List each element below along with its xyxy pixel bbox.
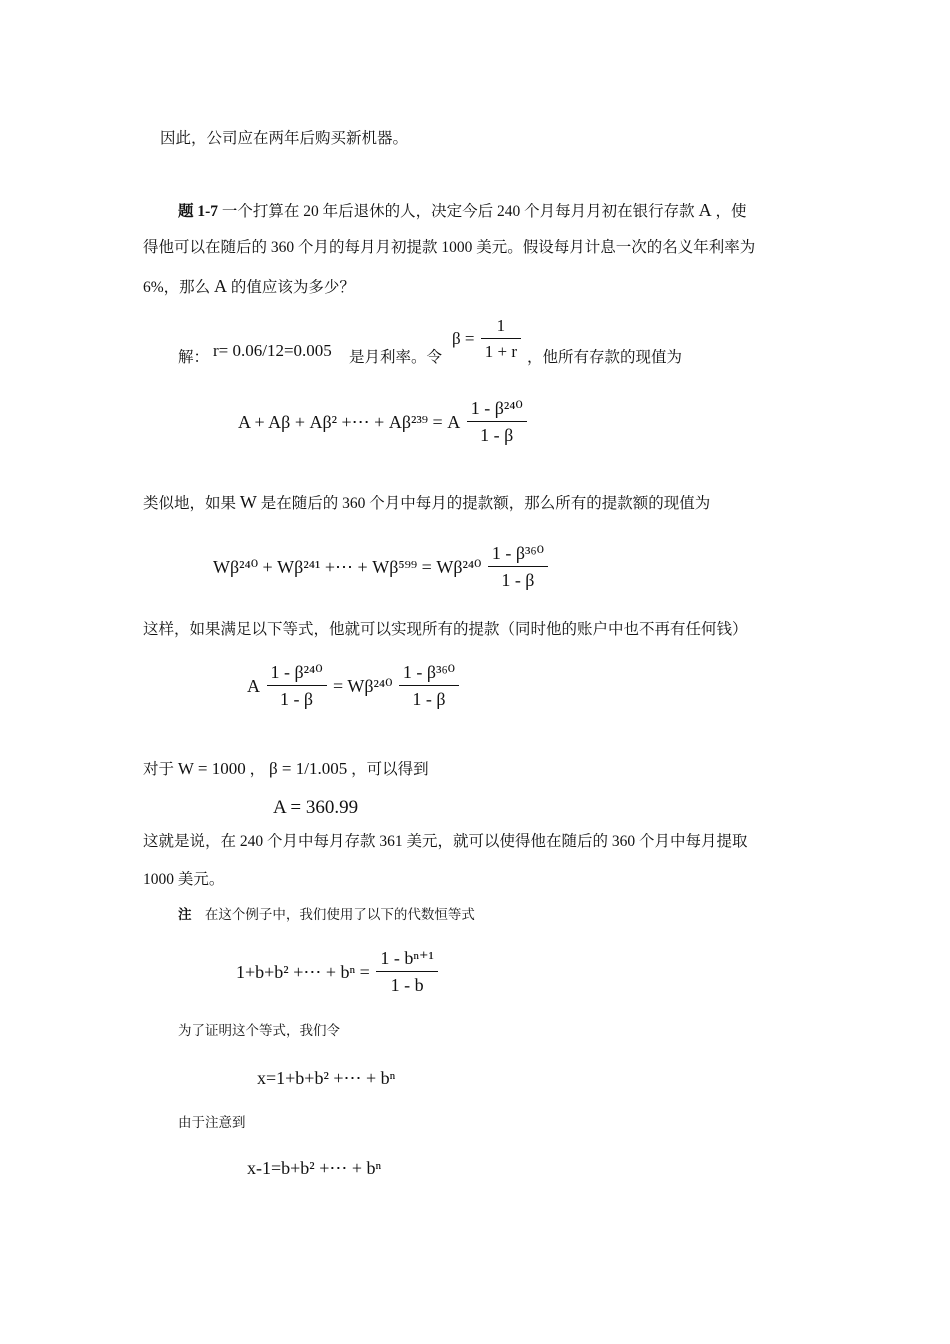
beta-num: 1 <box>481 316 521 339</box>
problem-text-b: ，使 <box>715 203 747 220</box>
beta-value: β = 1/1.005 <box>268 759 348 778</box>
withdrawal-a: 类似地，如果 <box>143 495 237 512</box>
subst-a: 对于 <box>143 761 175 778</box>
eq2-num: 1 - β³⁶⁰ <box>488 543 548 567</box>
eq3-fraction-1 <box>267 662 327 710</box>
eq2-fraction <box>488 543 548 591</box>
problem-label: 题 1-7 <box>178 203 219 220</box>
var-a: A <box>698 200 712 220</box>
eq3-a: A <box>247 675 260 696</box>
eq3-den2: 1 - β <box>412 689 446 709</box>
problem-line-2: 得他可以在随后的 360 个月的每月月初提款 1000 美元。假设每月计息一次的名义年利率为 <box>143 239 756 256</box>
eq4-num: 1 - bⁿ⁺¹ <box>376 948 438 972</box>
rate-desc: 是月利率。令 <box>349 349 443 366</box>
since-line: 由于注意到 <box>178 1115 246 1130</box>
condition-line: 这样，如果满足以下等式，他就可以实现所有的提款（同时他的账户中也不再有任何钱） <box>143 621 748 638</box>
beta-definition <box>452 316 523 362</box>
substitution-line <box>143 760 429 778</box>
eq4-lhs: 1+b+b² +⋯ + bⁿ = <box>236 961 370 982</box>
problem-line-3-b: 的值应该为多少？ <box>230 279 355 296</box>
var-w: W <box>239 492 257 512</box>
eq4-fraction <box>376 948 438 996</box>
eq3-num1: 1 - β²⁴⁰ <box>267 662 327 686</box>
solution-label: 解： <box>178 349 210 366</box>
equation-balance <box>247 662 461 710</box>
note-label: 注 <box>178 907 192 922</box>
note-text: 在这个例子中，我们使用了以下的代数恒等式 <box>204 907 475 922</box>
subst-b: ，可以得到 <box>351 761 429 778</box>
equation-x-minus-1: x-1=b+b² +⋯ + bⁿ <box>247 1158 382 1178</box>
pv-desc: ，他所有存款的现值为 <box>527 349 683 366</box>
eq1-lhs: A + Aβ + Aβ² +⋯ + Aβ²³⁹ = A <box>238 411 461 432</box>
eq2-den: 1 - β <box>501 570 535 590</box>
withdrawal-line <box>143 493 710 512</box>
equation-withdrawals <box>213 543 550 591</box>
equation-identity <box>236 948 440 996</box>
conclusion-line-1: 这就是说，在 240 个月中每月存款 361 美元，就可以使得他在随后的 360 个月中每月提取 <box>143 833 748 850</box>
eq3-fraction-2 <box>399 662 459 710</box>
text-line-conclusion-prev: 因此，公司应在两年后购买新机器。 <box>160 130 409 147</box>
eq3-mid: = Wβ²⁴⁰ <box>333 675 393 696</box>
problem-text-a: 一个打算在 20 年后退休的人，决定今后 240 个月每月月初在银行存款 <box>221 203 695 220</box>
equation-deposits <box>238 398 529 446</box>
equation-x: x=1+b+b² +⋯ + bⁿ <box>257 1068 396 1088</box>
eq1-num: 1 - β²⁴⁰ <box>467 398 527 422</box>
eq1-fraction <box>467 398 527 446</box>
result-expression: A = 360.99 <box>273 797 359 818</box>
rate-expression: r= 0.06/12=0.005 <box>213 341 332 360</box>
problem-line-1 <box>178 201 746 220</box>
note-line <box>178 908 475 922</box>
eq3-num2: 1 - β³⁶⁰ <box>399 662 459 686</box>
eq3-den1: 1 - β <box>279 689 314 709</box>
beta-den: 1 + r <box>484 342 517 361</box>
eq4-den: 1 - b <box>390 975 424 995</box>
var-a-2: A <box>214 276 228 296</box>
beta-lhs: β = <box>452 329 475 348</box>
problem-line-3 <box>143 277 355 296</box>
problem-line-3-a: 6%，那么 <box>143 279 211 296</box>
conclusion-line-2: 1000 美元。 <box>143 871 225 888</box>
proof-intro: 为了证明这个等式，我们令 <box>178 1023 340 1038</box>
eq1-den: 1 - β <box>480 425 514 445</box>
eq2-lhs: Wβ²⁴⁰ + Wβ²⁴¹ +⋯ + Wβ⁵⁹⁹ = Wβ²⁴⁰ <box>213 556 482 577</box>
subst-comma: ， <box>249 761 266 778</box>
withdrawal-b: 是在随后的 360 个月中每月的提款额，那么所有的提款额的现值为 <box>260 495 711 512</box>
beta-fraction <box>481 316 521 362</box>
w-value: W = 1000 <box>177 759 246 778</box>
